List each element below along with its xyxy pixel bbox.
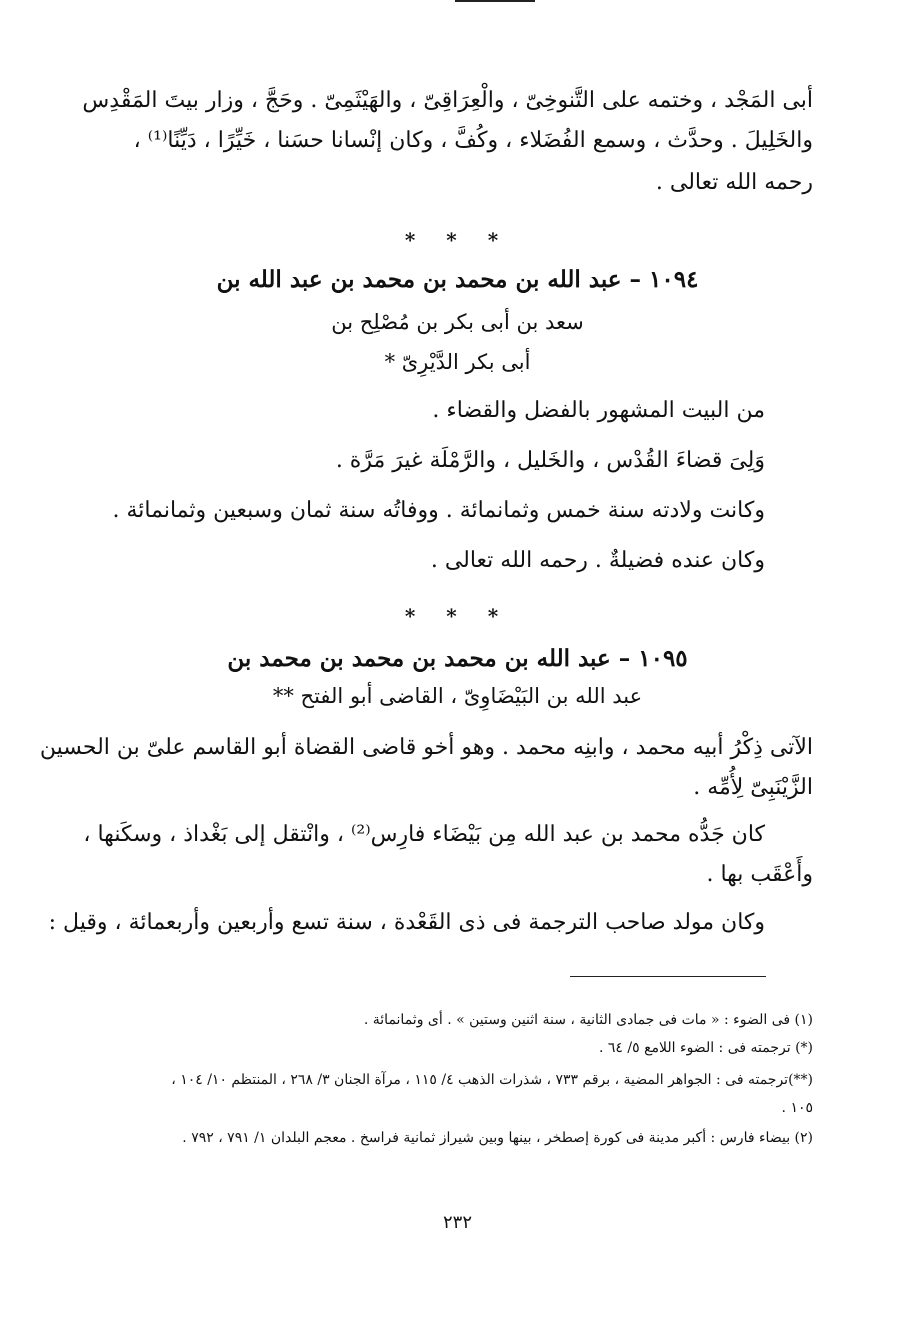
entry-1095-heading-line-2: عبد الله بن البَيْضَاوِىّ ، القاضى أبو الفتح **	[272, 684, 643, 708]
entry-1094-paragraph-2: وَلِىَ قضاءَ القُدْس ، والخَليل ، والرَّمْلَة غيرَ مَرَّة .	[335, 448, 765, 473]
footnote-double-star-line-2: ١٠٥ .	[781, 1100, 813, 1116]
footnote-rule	[570, 976, 766, 977]
entry-1094-paragraph-4: وكان عنده فضيلةٌ . رحمه الله تعالى .	[430, 548, 765, 573]
footnote-star: (*) ترجمته فى : الضوء اللامع ٥/ ٦٤ .	[598, 1040, 813, 1056]
entry-1095-paragraph-1-line-1: الآتى ذِكْرُ أبيه محمد ، وابنِه محمد . وهو أخو قاضى القضاة أبو القاسم علىّ بن الحسين	[39, 735, 813, 760]
entry-1094-heading-line-2: سعد بن أبى بكر بن مُصْلِح بن	[331, 310, 584, 334]
entry-1094-heading: ١٠٩٤ – عبد الله بن محمد بن محمد بن عبد الله بن	[216, 266, 699, 293]
entry-1094-heading-line-3: أبى بكر الدَّيْرِىّ *	[384, 350, 531, 374]
entry-1094-paragraph-1: من البيت المشهور بالفضل والقضاء .	[432, 398, 765, 423]
section-separator: * * *	[404, 228, 511, 252]
top-paragraph-line-3: رحمه الله تعالى .	[655, 170, 813, 195]
entry-1095-heading: ١٠٩٥ – عبد الله بن محمد بن محمد بن محمد بن	[227, 645, 688, 672]
entry-1094-paragraph-3: وكانت ولادته سنة خمس وثمانمائة . ووفاتُه سنة ثمان وسبعين وثمانمائة .	[112, 498, 765, 523]
section-separator: * * *	[404, 604, 511, 628]
top-rule	[455, 0, 535, 2]
entry-1095-paragraph-1-line-2: الزَّيْنَبِىّ لِأُمِّه .	[693, 775, 813, 800]
footnote-2: (٢) بيضاء فارس : أكبر مدينة فى كورة إصطخر ، بينها وبين شيراز ثمانية فراسخ . معجم البلدان ١/ ٧٩١ ، ٧٩٢ .	[182, 1130, 813, 1146]
entry-1095-paragraph-2-line-1: كان جَدُّه محمد بن عبد الله مِن بَيْضَاء فارِس⁽²⁾ ، وانْتقل إلى بَغْداذ ، وسكَنها ،	[83, 822, 765, 847]
entry-1095-paragraph-3-line-1: وكان مولد صاحب الترجمة فى ذى القَعْدة ، سنة تسع وأربعين وأربعمائة ، وقيل :	[48, 910, 765, 935]
footnote-double-star-line-1: (**)ترجمته فى : الجواهر المضية ، برقم ٧٣٣ ، شذرات الذهب ٤/ ١١٥ ، مرآة الجنان ٣/ ٢٦٨ ، المنتظم ١٠/ ١٠٤ ،	[171, 1072, 813, 1088]
top-paragraph-line-1: أبى المَجْد ، وختمه على التَّنوخِىّ ، والْعِرَاقِىّ ، والهَيْثَمِىّ . وحَجَّ ، وزار بيتَ المَقْدِس	[82, 88, 813, 113]
footnote-1: (١) فى الضوء : « مات فى جمادى الثانية ، سنة اثنين وستين » . أى وثمانمائة .	[363, 1012, 813, 1028]
top-paragraph-line-2: والخَلِيلَ . وحدَّث ، وسمع الفُضَلاء ، وكُفَّ ، وكان إنْسانا حسَنا ، خَيِّرًا ، دَيِّنًا⁽¹⁾ ،	[133, 128, 813, 153]
page-number: ٢٣٢	[442, 1212, 472, 1233]
entry-1095-paragraph-2-line-2: وأَعْقَب بها .	[706, 862, 813, 887]
